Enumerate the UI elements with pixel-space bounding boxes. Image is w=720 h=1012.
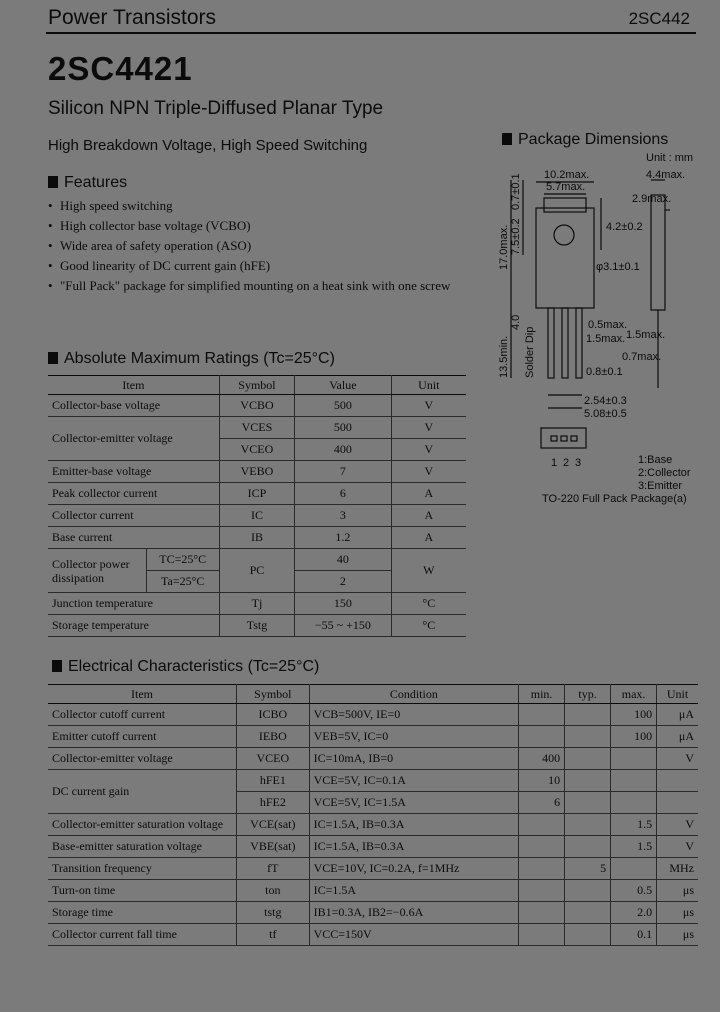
square-bullet-icon xyxy=(48,352,58,364)
cell-min xyxy=(519,814,565,836)
cell-min xyxy=(519,902,565,924)
features-heading xyxy=(48,174,127,192)
cell-min: 10 xyxy=(519,770,565,792)
cell-condition: TC=25°C xyxy=(146,549,219,571)
cell-symbol: ICP xyxy=(219,483,294,505)
cell-unit: μs xyxy=(657,924,698,946)
cell-value: 500 xyxy=(295,417,392,439)
cell-condition: VCC=150V xyxy=(309,924,519,946)
cell-typ: 5 xyxy=(565,858,611,880)
dim-hole: φ3.1±0.1 xyxy=(596,261,640,273)
cell-unit: μA xyxy=(657,726,698,748)
col-header: Symbol xyxy=(237,685,310,704)
table-row xyxy=(48,483,466,505)
col-header: Item xyxy=(48,685,237,704)
cell-max: 100 xyxy=(611,704,657,726)
cell-value: 400 xyxy=(295,439,392,461)
cell-condition: IC=1.5A xyxy=(309,880,519,902)
col-header: typ. xyxy=(565,685,611,704)
cell-symbol: VCBO xyxy=(219,395,294,417)
table-row xyxy=(48,924,698,946)
cell-unit xyxy=(657,770,698,792)
corner-part-number: 2SC442 xyxy=(628,9,690,28)
cell-value: 2 xyxy=(295,571,392,593)
cell-item: DC current gain xyxy=(48,770,237,814)
dim-side-tab: 2.9max. xyxy=(632,193,672,205)
dim-side-width: 4.4max. xyxy=(646,169,686,181)
cell-item: Storage temperature xyxy=(48,615,219,637)
cell-symbol: IEBO xyxy=(237,726,310,748)
pin-legend xyxy=(638,454,691,493)
dim-s4: 0.7max. xyxy=(622,351,662,363)
dim-pitch1: 2.54±0.3 xyxy=(584,395,627,407)
cell-typ xyxy=(565,726,611,748)
dim-s3: 1.5max. xyxy=(626,329,666,341)
feature-item: • Wide area of safety operation (ASO) xyxy=(48,236,468,256)
col-header: Unit xyxy=(657,685,698,704)
cell-item: Collector current fall time xyxy=(48,924,237,946)
header-rule xyxy=(46,32,696,34)
package-name: TO-220 Full Pack Package(a) xyxy=(542,493,687,505)
col-header: min. xyxy=(519,685,565,704)
package-tab xyxy=(544,198,586,212)
cell-unit: W xyxy=(391,549,466,593)
cell-typ xyxy=(565,770,611,792)
cell-value: 500 xyxy=(295,395,392,417)
cell-symbol: hFE1 xyxy=(237,770,310,792)
cell-unit: V xyxy=(391,395,466,417)
col-header: Condition xyxy=(309,685,519,704)
dim-lead: 4.0 xyxy=(510,314,522,330)
cell-condition: IC=10mA, IB=0 xyxy=(309,748,519,770)
cell-symbol: VCEO xyxy=(237,748,310,770)
ec-heading xyxy=(52,658,319,676)
cell-symbol: hFE2 xyxy=(237,792,310,814)
lead-3 xyxy=(576,308,582,378)
cell-max xyxy=(611,748,657,770)
lead-2 xyxy=(562,308,568,378)
cell-symbol: VCEO xyxy=(219,439,294,461)
unit-label: Unit : mm xyxy=(646,152,694,164)
cell-value: 150 xyxy=(295,593,392,615)
cell-symbol: PC xyxy=(219,549,294,593)
cell-symbol: IB xyxy=(219,527,294,549)
cell-unit: V xyxy=(391,439,466,461)
table-row xyxy=(48,814,698,836)
table-row xyxy=(48,748,698,770)
device-description: High Breakdown Voltage, High Speed Switching xyxy=(48,137,368,154)
package-title: Package Dimensions xyxy=(518,131,669,148)
table-row xyxy=(48,461,466,483)
cell-unit: V xyxy=(657,748,698,770)
ec-title: Electrical Characteristics (Tc=25°C) xyxy=(68,658,320,675)
cell-min xyxy=(519,924,565,946)
cell-item: Junction temperature xyxy=(48,593,219,615)
dim-solder: 13.5min. xyxy=(498,335,510,378)
dim-pitch2: 5.08±0.5 xyxy=(584,408,627,420)
cell-typ xyxy=(565,836,611,858)
cell-item: Collector current xyxy=(48,505,219,527)
pin-number: 1 xyxy=(551,457,558,469)
cell-condition: VCE=10V, IC=0.2A, f=1MHz xyxy=(309,858,519,880)
mounting-hole xyxy=(554,225,574,245)
cell-item: Base current xyxy=(48,527,219,549)
cell-symbol: tf xyxy=(237,924,310,946)
feature-item: • "Full Pack" package for simplified mounting on a heat sink with one screw xyxy=(48,276,460,296)
cell-value: 6 xyxy=(295,483,392,505)
cell-unit: V xyxy=(657,836,698,858)
dim-s1: 0.5max. xyxy=(588,319,628,331)
lead-1 xyxy=(548,308,554,378)
cell-max: 100 xyxy=(611,726,657,748)
pin-footprint xyxy=(541,428,586,448)
cell-symbol: fT xyxy=(237,858,310,880)
cell-value: 1.2 xyxy=(295,527,392,549)
cell-unit: μA xyxy=(657,704,698,726)
col-header: Value xyxy=(295,376,392,395)
cell-condition: IC=1.5A, IB=0.3A xyxy=(309,836,519,858)
dim-body-height: 17.0max. xyxy=(498,224,510,270)
cell-item: Collector power dissipation xyxy=(48,549,146,593)
cell-value: 3 xyxy=(295,505,392,527)
feature-item: • High speed switching xyxy=(48,196,468,216)
amr-heading xyxy=(48,350,335,368)
square-bullet-icon xyxy=(52,660,62,672)
cell-item: Collector-base voltage xyxy=(48,395,219,417)
part-number: 2SC4421 xyxy=(48,50,193,87)
cell-max: 1.5 xyxy=(611,836,657,858)
cell-max: 1.5 xyxy=(611,814,657,836)
cell-typ xyxy=(565,814,611,836)
cell-condition: Ta=25°C xyxy=(146,571,219,593)
cell-value: 7 xyxy=(295,461,392,483)
cell-symbol: Tstg xyxy=(219,615,294,637)
cell-typ xyxy=(565,704,611,726)
col-header: Unit xyxy=(391,376,466,395)
table-row xyxy=(48,527,466,549)
dim-h2: 7.5±0.2 xyxy=(510,218,522,255)
cell-condition: IB1=0.3A, IB2=−0.6A xyxy=(309,902,519,924)
table-row xyxy=(48,505,466,527)
table-row xyxy=(48,858,698,880)
cell-min: 6 xyxy=(519,792,565,814)
cell-condition: VCE=5V, IC=1.5A xyxy=(309,792,519,814)
features-title: Features xyxy=(64,174,128,191)
cell-min: 400 xyxy=(519,748,565,770)
pin-number: 2 xyxy=(563,457,570,469)
cell-max xyxy=(611,792,657,814)
dim-lead-width: 0.8±0.1 xyxy=(586,366,623,378)
cell-item: Emitter-base voltage xyxy=(48,461,219,483)
square-bullet-icon xyxy=(48,176,58,188)
cell-unit: V xyxy=(391,417,466,439)
cell-symbol: Tj xyxy=(219,593,294,615)
cell-unit: A xyxy=(391,505,466,527)
feature-item: • High collector base voltage (VCBO) xyxy=(48,216,468,236)
cell-symbol: VCES xyxy=(219,417,294,439)
cell-min xyxy=(519,726,565,748)
cell-typ xyxy=(565,880,611,902)
table-row xyxy=(48,902,698,924)
cell-symbol: IC xyxy=(219,505,294,527)
cell-value: −55 ~ +150 xyxy=(295,615,392,637)
table-header-row xyxy=(48,685,698,704)
cell-unit: μs xyxy=(657,880,698,902)
cell-item: Collector-emitter voltage xyxy=(48,748,237,770)
cell-item: Turn-on time xyxy=(48,880,237,902)
cell-condition: IC=1.5A, IB=0.3A xyxy=(309,814,519,836)
cell-condition: VEB=5V, IC=0 xyxy=(309,726,519,748)
table-row xyxy=(48,615,466,637)
cell-symbol: ton xyxy=(237,880,310,902)
cell-item: Base-emitter saturation voltage xyxy=(48,836,237,858)
dim-h3: 4.2±0.2 xyxy=(606,221,643,233)
cell-condition: VCE=5V, IC=0.1A xyxy=(309,770,519,792)
dim-tab: 5.7max. xyxy=(546,181,586,193)
col-header: max. xyxy=(611,685,657,704)
dim-width: 10.2max. xyxy=(544,169,590,181)
pin-legend-item: 2:Collector xyxy=(638,467,691,479)
cell-unit: °C xyxy=(391,615,466,637)
dim-h1: 0.7±0.1 xyxy=(510,173,522,210)
ec-table xyxy=(48,684,698,946)
cell-symbol: VCE(sat) xyxy=(237,814,310,836)
cell-min xyxy=(519,880,565,902)
cell-unit: V xyxy=(391,461,466,483)
cell-min xyxy=(519,836,565,858)
cell-value: 40 xyxy=(295,549,392,571)
cell-max xyxy=(611,770,657,792)
pin-legend-item: 1:Base xyxy=(638,454,673,466)
cell-unit: MHz xyxy=(657,858,698,880)
pin-number: 3 xyxy=(575,457,582,469)
cell-min xyxy=(519,704,565,726)
cell-max xyxy=(611,858,657,880)
cell-symbol: VEBO xyxy=(219,461,294,483)
table-row xyxy=(48,395,466,417)
cell-typ xyxy=(565,902,611,924)
cell-max: 0.5 xyxy=(611,880,657,902)
cell-condition: VCB=500V, IE=0 xyxy=(309,704,519,726)
cell-unit: A xyxy=(391,483,466,505)
features-list xyxy=(48,196,468,296)
square-bullet-icon xyxy=(502,133,512,145)
cell-unit: °C xyxy=(391,593,466,615)
pin-legend-item: 3:Emitter xyxy=(638,480,683,492)
cell-symbol: tstg xyxy=(237,902,310,924)
table-row xyxy=(48,549,466,571)
table-row xyxy=(48,593,466,615)
cell-min xyxy=(519,858,565,880)
cell-typ xyxy=(565,748,611,770)
cell-unit xyxy=(657,792,698,814)
table-header-row xyxy=(48,376,466,395)
cell-typ xyxy=(565,792,611,814)
col-header: Symbol xyxy=(219,376,294,395)
amr-title: Absolute Maximum Ratings (Tc=25°C) xyxy=(64,350,335,367)
cell-unit: V xyxy=(657,814,698,836)
cell-unit: A xyxy=(391,527,466,549)
dim-s2: 1.5max. xyxy=(586,333,626,345)
table-row xyxy=(48,880,698,902)
cell-item: Collector cutoff current xyxy=(48,704,237,726)
package-body xyxy=(536,208,594,308)
table-row xyxy=(48,726,698,748)
cell-item: Storage time xyxy=(48,902,237,924)
cell-item: Collector-emitter saturation voltage xyxy=(48,814,237,836)
cell-item: Transition frequency xyxy=(48,858,237,880)
cell-item: Peak collector current xyxy=(48,483,219,505)
package-heading xyxy=(502,131,668,149)
table-row xyxy=(48,417,466,439)
side-body xyxy=(651,195,665,310)
table-row xyxy=(48,770,698,792)
category-title: Power Transistors xyxy=(48,6,217,29)
table-row xyxy=(48,836,698,858)
cell-symbol: VBE(sat) xyxy=(237,836,310,858)
cell-max: 0.1 xyxy=(611,924,657,946)
amr-table xyxy=(48,375,466,637)
cell-unit: μs xyxy=(657,902,698,924)
cell-item: Collector-emitter voltage xyxy=(48,417,219,461)
dim-solder-dip: Solder Dip xyxy=(524,326,536,378)
cell-typ xyxy=(565,924,611,946)
table-row xyxy=(48,704,698,726)
cell-symbol: ICBO xyxy=(237,704,310,726)
feature-item: • Good linearity of DC current gain (hFE) xyxy=(48,256,468,276)
cell-max: 2.0 xyxy=(611,902,657,924)
device-subtitle: Silicon NPN Triple-Diffused Planar Type xyxy=(48,98,384,119)
col-header: Item xyxy=(48,376,219,395)
cell-item: Emitter cutoff current xyxy=(48,726,237,748)
